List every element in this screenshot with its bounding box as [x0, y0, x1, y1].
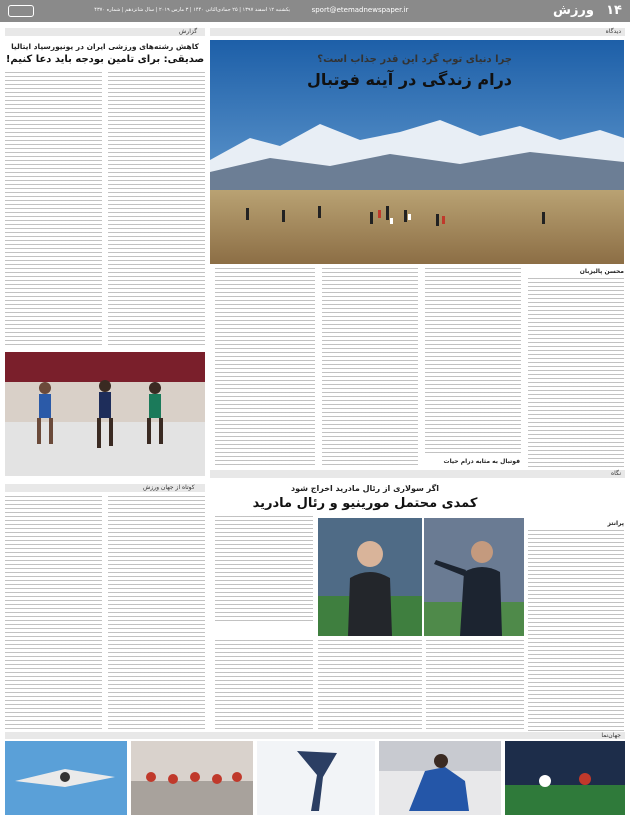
main-story-caption: فوتبال به مثابه درام حیات [443, 458, 520, 465]
mourinho-photo [318, 518, 422, 636]
page-number: ۱۴ [606, 3, 622, 18]
left-bottom-column-1 [108, 496, 205, 732]
header-dateline: یکشنبه ۱۲ اسفند ۱۳۹۷ | ۲۵ جمادی‌الثانی ۱۴۴۰ | ۳ مارس ۲۰۱۹ | سال شانزدهم | شماره ۴۳۷۰ [94, 7, 290, 13]
mourinho-title: کمدی محتمل مورینیو و رئال مادرید [252, 496, 478, 511]
main-story-title: درام زندگی در آینه فوتبال [307, 70, 512, 89]
bottom-photo-4 [379, 741, 501, 815]
runners-photo [5, 352, 205, 476]
section-title: ورزش [553, 3, 594, 18]
main-story-subtitle: چرا دنیای توپ گرد این قدر جذاب است؟ [317, 54, 512, 65]
bottom-photo-3 [257, 741, 375, 815]
main-story-column-2 [425, 268, 521, 454]
left-story-title: صدیقی: برای تامین بودجه باید دعا کنیم! [5, 54, 205, 65]
main-story-kicker: دیدگاه [603, 28, 624, 35]
main-story-kicker-bar [210, 28, 625, 36]
left-story-column-1 [108, 72, 205, 348]
mourinho-kicker: نگاه [608, 470, 624, 477]
bottom-photo-5 [505, 741, 625, 815]
left-story-column-2 [5, 72, 102, 348]
side-column-kicker: پرانتز [607, 520, 624, 527]
left-bottom-kicker: کوتاه از جهان ورزش [140, 484, 198, 491]
side-column-text [528, 530, 624, 732]
solari-photo [424, 518, 524, 636]
mourinho-subtitle: اگر سولاری از رئال مادرید اخراج شود [290, 484, 440, 493]
left-bottom-column-2 [5, 496, 102, 732]
left-story-subtitle: کاهش رشته‌های ورزشی ایران در یونیورسیاد ایتالیا [11, 42, 199, 51]
bottom-strip-kicker-bar [5, 732, 625, 739]
main-story-column-1 [528, 278, 624, 468]
main-story-column-4 [215, 268, 315, 468]
left-story-kicker-bar [5, 28, 205, 36]
main-story-column-3 [322, 268, 418, 468]
bottom-photo-2 [131, 741, 253, 815]
mourinho-column-3 [426, 640, 524, 732]
mourinho-kicker-bar [210, 470, 625, 478]
newspaper-logo [8, 5, 34, 17]
left-story-kicker: گزارش [176, 28, 200, 35]
main-story-author: محسن پالیزبان [579, 268, 624, 275]
mourinho-column-2 [318, 640, 422, 732]
bottom-strip-kicker: جهان‌نما [598, 732, 624, 739]
mourinho-column-top-1 [215, 516, 313, 624]
header-email: sport@etemadnewspaper.ir [311, 6, 409, 14]
bottom-photo-1 [5, 741, 127, 815]
mourinho-column-1 [215, 640, 313, 732]
